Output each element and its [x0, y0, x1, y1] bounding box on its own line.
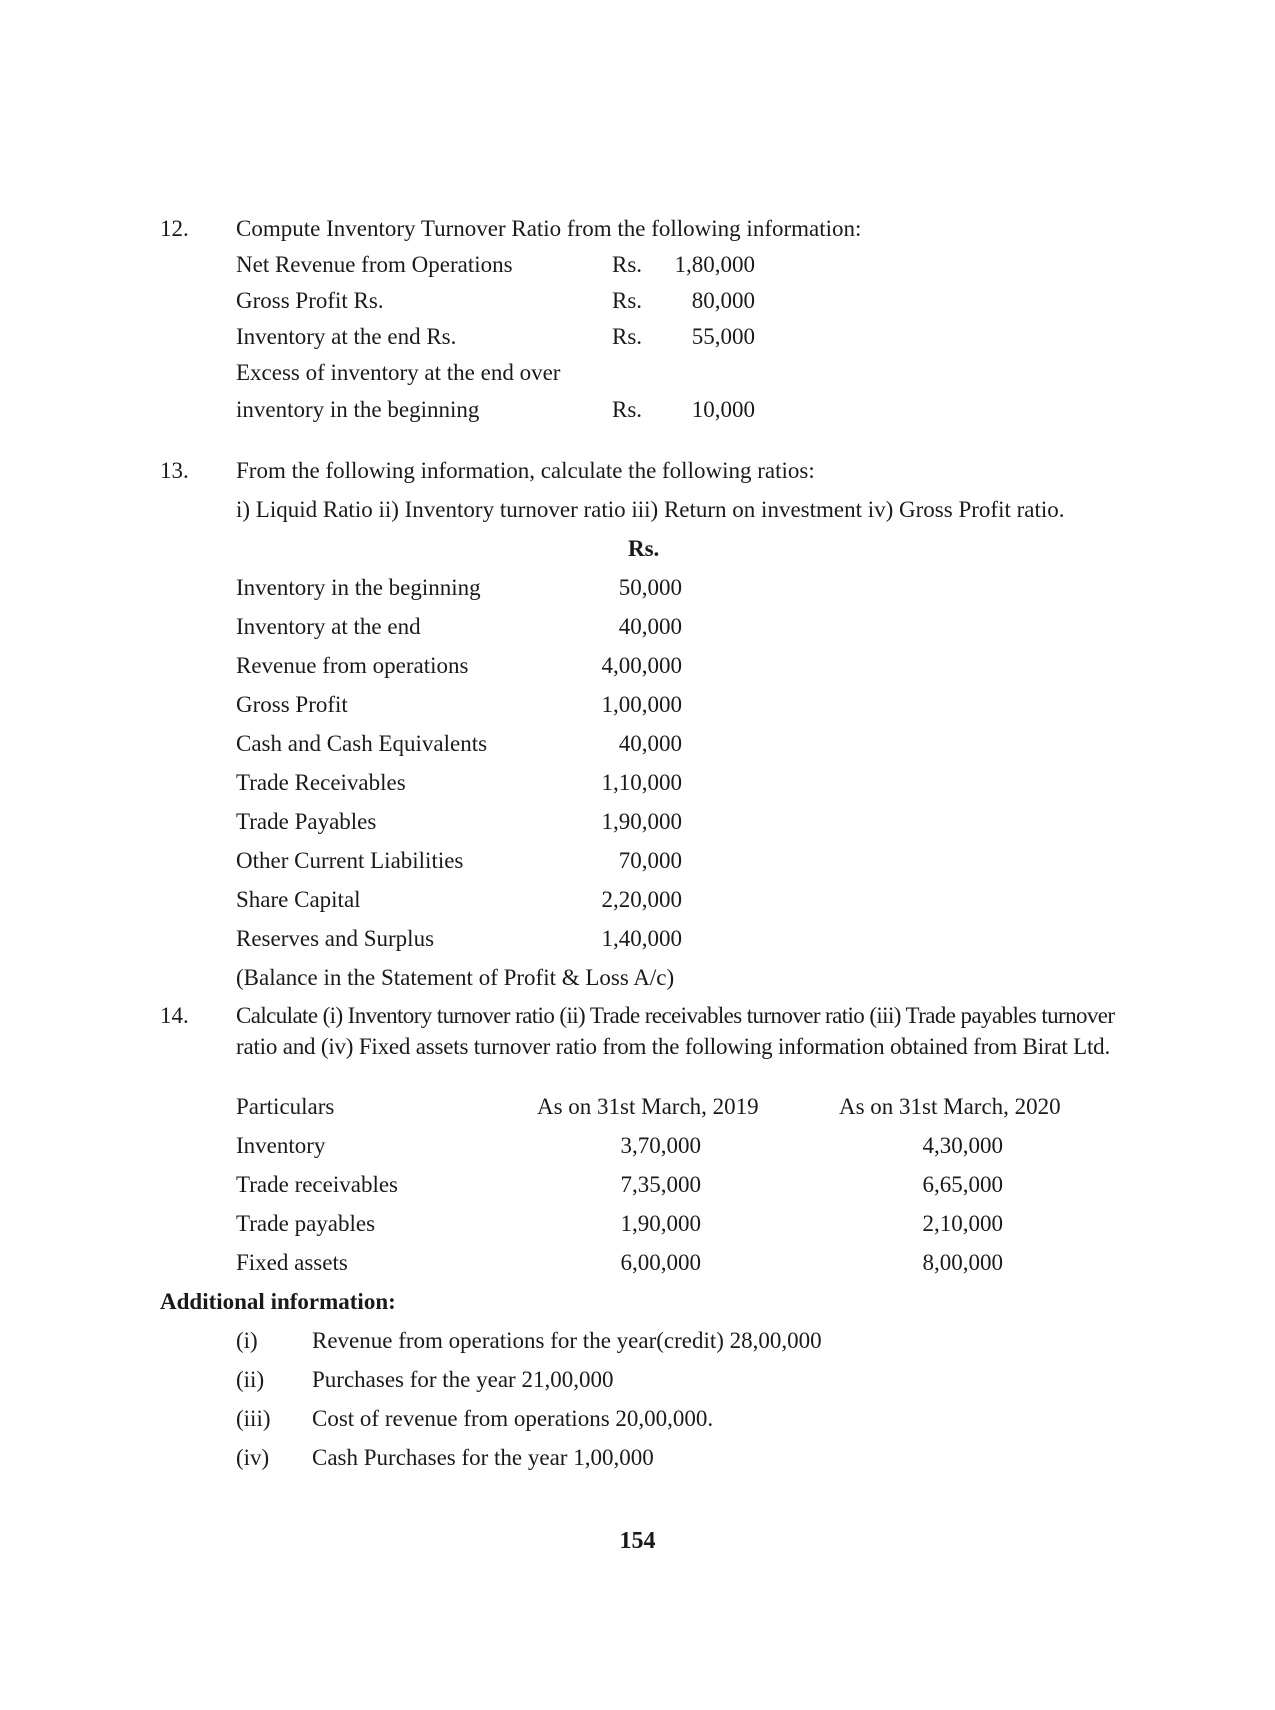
q12-row-currency: Rs. [612, 397, 643, 422]
q14-row-2020: 4,30,000 [922, 1133, 1003, 1158]
q14-number: 14. [160, 1003, 189, 1028]
q14-row-2019: 6,00,000 [620, 1250, 701, 1275]
q14-row-label: Fixed assets [236, 1250, 348, 1275]
page-number: 154 [619, 1528, 656, 1554]
q13-row-label: Trade Payables [236, 809, 377, 834]
q13-row-value: 1,90,000 [601, 809, 682, 834]
q12-row-value: 55,000 [691, 324, 755, 349]
q12-row-value: 1,80,000 [674, 252, 755, 277]
q13-note: (Balance in the Statement of Profit & Loss A/c) [236, 965, 675, 990]
q12-row-label: Gross Profit Rs. [236, 288, 384, 313]
q13-row-label: Inventory at the end [236, 614, 421, 639]
q13-number: 13. [160, 458, 189, 483]
q13-row-label: Revenue from operations [236, 653, 469, 678]
q12-row-label: Net Revenue from Operations [236, 252, 513, 277]
q12-row-label: Inventory at the end Rs. [236, 324, 457, 349]
q14-question-line1: Calculate (i) Inventory turnover ratio (ii) Trade receivables turnover ratio (iii) Trade payables turnover [236, 1003, 1115, 1028]
q13-row-label: Other Current Liabilities [236, 848, 464, 873]
q13-currency-header: Rs. [628, 536, 660, 561]
q14-additional-title: Additional information: [160, 1289, 396, 1314]
q13-row-label: Cash and Cash Equivalents [236, 731, 488, 756]
q13-row-value: 50,000 [618, 575, 682, 600]
q14-row-label: Inventory [236, 1133, 326, 1158]
q13-row-value: 40,000 [618, 731, 682, 756]
q14-row-label: Trade receivables [236, 1172, 398, 1197]
q12-row-label: inventory in the beginning [236, 397, 480, 422]
q13-row-value: 1,00,000 [601, 692, 682, 717]
additional-item-number: (iii) [236, 1406, 271, 1431]
additional-item-number: (ii) [236, 1367, 265, 1392]
q13-row-label: Share Capital [236, 887, 361, 912]
q13-row-value: 40,000 [618, 614, 682, 639]
additional-item-number: (i) [236, 1328, 258, 1353]
q13-question: From the following information, calculate the following ratios: [236, 458, 815, 483]
additional-item-text: Cost of revenue from operations 20,00,000. [312, 1406, 714, 1431]
q14-header-2019: As on 31st March, 2019 [537, 1094, 759, 1119]
q14-row-2020: 6,65,000 [922, 1172, 1003, 1197]
q13-row-label: Gross Profit [236, 692, 348, 717]
q14-row-2020: 8,00,000 [922, 1250, 1003, 1275]
additional-item-number: (iv) [236, 1445, 270, 1470]
q14-header-2020: As on 31st March, 2020 [839, 1094, 1061, 1119]
q12-question: Compute Inventory Turnover Ratio from the following information: [236, 216, 862, 241]
q13-row-value: 2,20,000 [601, 887, 682, 912]
q14-row-label: Trade payables [236, 1211, 376, 1236]
q14-row-2020: 2,10,000 [922, 1211, 1003, 1236]
q14-header-particulars: Particulars [236, 1094, 335, 1119]
additional-item-text: Purchases for the year 21,00,000 [312, 1367, 614, 1392]
q12-row-value: 10,000 [691, 397, 755, 422]
q14-question-line2: ratio and (iv) Fixed assets turnover ratio from the following information obtained from Birat Ltd. [236, 1034, 1110, 1059]
q12-row-label: Excess of inventory at the end over [236, 360, 561, 385]
additional-item-text: Cash Purchases for the year 1,00,000 [312, 1445, 654, 1470]
q13-row-value: 4,00,000 [601, 653, 682, 678]
q13-row-value: 1,40,000 [601, 926, 682, 951]
q13-row-value: 1,10,000 [601, 770, 682, 795]
q12-row-currency: Rs. [612, 252, 643, 277]
q13-ratios-list: i) Liquid Ratio ii) Inventory turnover ratio iii) Return on investment iv) Gross Profit ratio. [236, 497, 1065, 522]
q12-row-currency: Rs. [612, 288, 643, 313]
q13-row-label: Inventory in the beginning [236, 575, 481, 600]
q13-row-value: 70,000 [618, 848, 682, 873]
q13-row-label: Reserves and Surplus [236, 926, 435, 951]
q12-row-value: 80,000 [691, 288, 755, 313]
additional-item-text: Revenue from operations for the year(credit) 28,00,000 [312, 1328, 822, 1353]
q14-row-2019: 3,70,000 [620, 1133, 701, 1158]
q14-row-2019: 7,35,000 [620, 1172, 701, 1197]
q12-number: 12. [160, 216, 189, 241]
q12-row-currency: Rs. [612, 324, 643, 349]
q13-row-label: Trade Receivables [236, 770, 406, 795]
q14-row-2019: 1,90,000 [620, 1211, 701, 1236]
